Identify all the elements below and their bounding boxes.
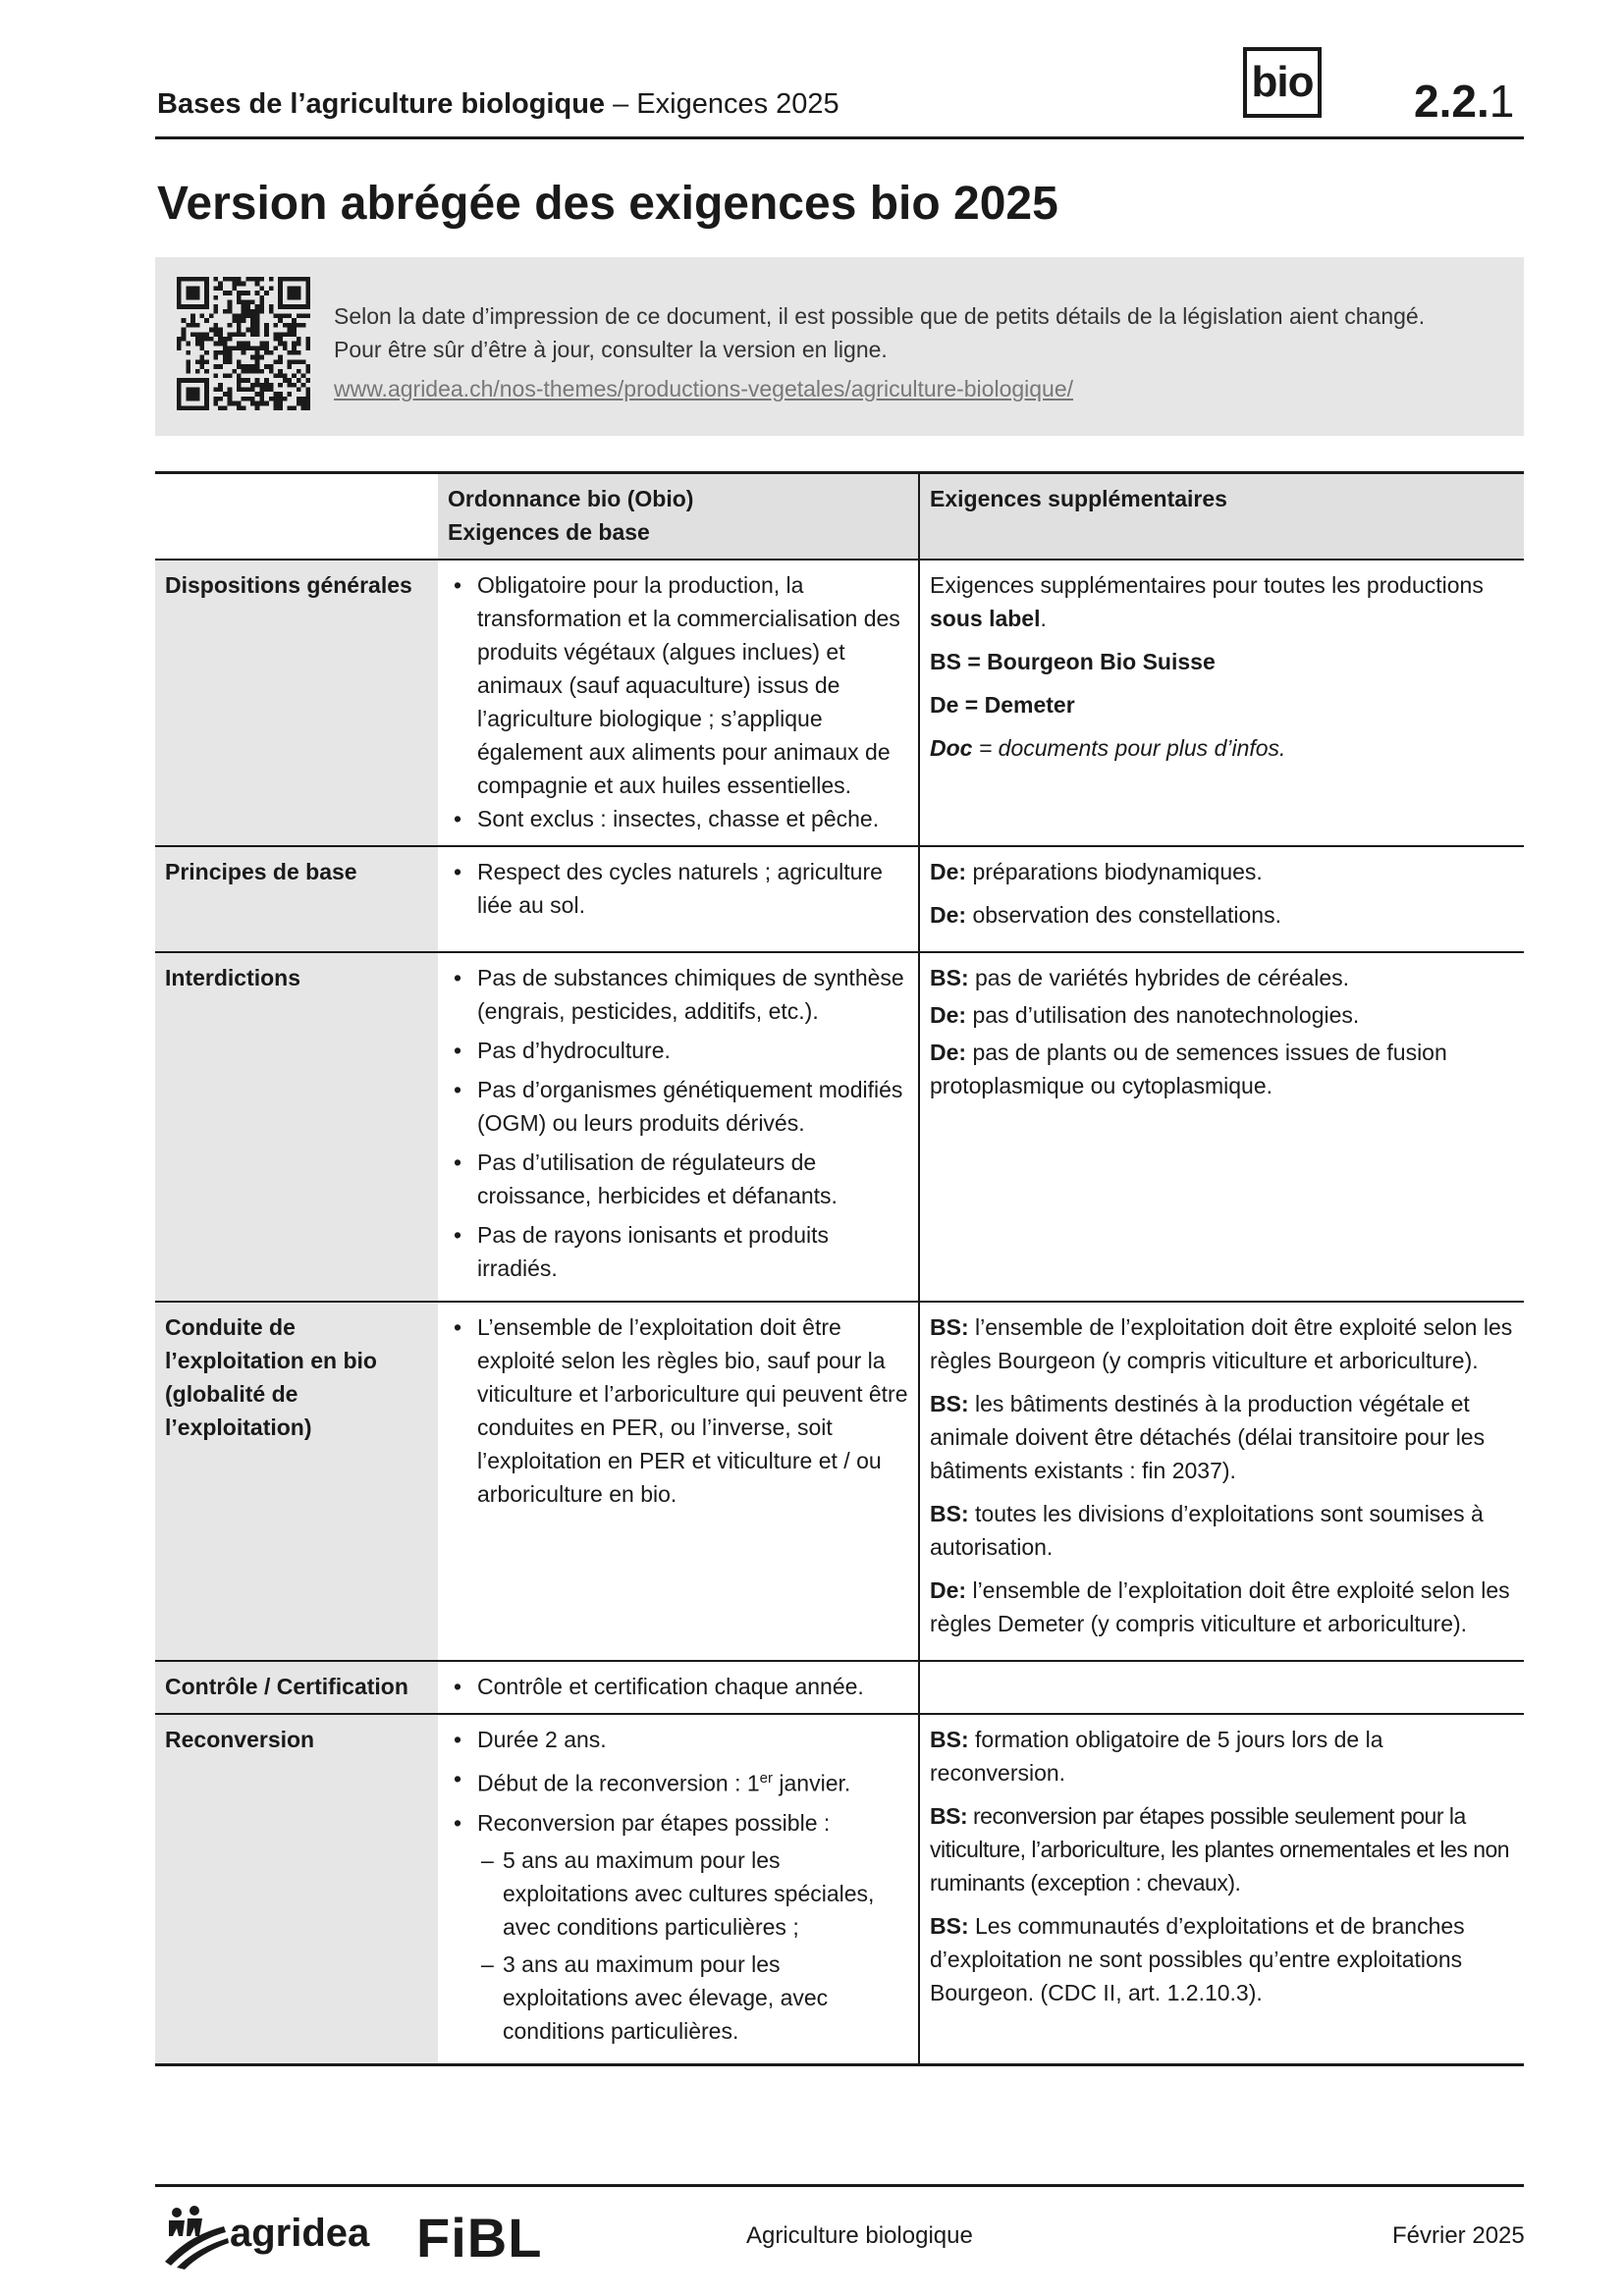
page-number-sub: 1 xyxy=(1489,76,1515,127)
table-row xyxy=(155,846,1524,952)
row-label: Conduite de l’exploitation en bio (globalité de l’exploitation) xyxy=(155,1302,438,1661)
requirements-table xyxy=(155,471,1524,2066)
extra-text: formation obligatoire de 5 jours lors de la reconversion. xyxy=(930,1727,1383,1786)
page-number-main: 2.2. xyxy=(1414,76,1489,127)
agridea-people-icon xyxy=(165,2206,229,2269)
footer-center-text: Agriculture biologique xyxy=(746,2222,973,2249)
extra-text: observation des constellations. xyxy=(966,902,1281,928)
extra-item xyxy=(930,1909,1514,2009)
doc-definition-text: = documents pour plus d’infos. xyxy=(972,735,1286,761)
header-base-line1: Ordonnance bio (Obio) xyxy=(448,486,694,511)
extra-tag: BS: xyxy=(930,1391,969,1416)
extra-item xyxy=(930,855,1514,888)
row-label: Interdictions xyxy=(155,952,438,1302)
base-requirements-cell xyxy=(438,1714,919,2064)
bs-definition xyxy=(930,645,1514,678)
extra-tag: BS: xyxy=(930,965,969,990)
footer-rule xyxy=(155,2184,1524,2187)
extra-intro-bold: sous label xyxy=(930,606,1041,631)
list-item: • Sont exclus : insectes, chasse et pêche. xyxy=(477,802,908,835)
list-item: • Pas d’organismes génétiquement modifiés (OGM) ou leurs produits dérivés. xyxy=(477,1073,908,1140)
doc-word: Doc xyxy=(930,735,973,761)
extra-item xyxy=(930,1574,1514,1640)
extra-intro-text: Exigences supplémentaires pour toutes les productions xyxy=(930,572,1484,598)
extra-item xyxy=(930,961,1514,994)
steps-text: Reconversion par étapes possible : xyxy=(477,1809,831,1836)
de-definition xyxy=(930,688,1514,721)
extra-text: pas de plants ou de semences issues de fusion protoplasmique ou cytoplasmique. xyxy=(930,1040,1447,1098)
extra-text: Les communautés d’exploitations et de branches d’exploitation ne sont possibles qu’entre exploitations Bourgeon. (CDC II, art. 1.2.10.3). xyxy=(930,1913,1465,2005)
agridea-logo xyxy=(163,2203,381,2269)
sub-list-item: – 5 ans au maximum pour les exploitations avec cultures spéciales, avec conditions particulières ; xyxy=(503,1843,908,1944)
header-cell-empty xyxy=(155,473,438,561)
extra-intro xyxy=(930,568,1514,635)
page-title: Version abrégée des exigences bio 2025 xyxy=(157,178,1058,230)
extra-tag: BS: xyxy=(930,1727,969,1752)
table-header-row xyxy=(155,473,1524,561)
agridea-logo-text: agridea xyxy=(230,2212,370,2255)
extra-item xyxy=(930,1799,1514,1899)
info-line-1: Selon la date d’impression de ce document, il est possible que de petits détails de la législation aient changé. xyxy=(334,303,1426,329)
header-base-line2: Exigences de base xyxy=(448,519,650,545)
list-item: • Respect des cycles naturels ; agriculture liée au sol. xyxy=(477,855,908,922)
extra-tag: De: xyxy=(930,859,967,884)
extra-text: toutes les divisions d’exploitations sont soumises à autorisation. xyxy=(930,1501,1484,1560)
extra-text: préparations biodynamiques. xyxy=(966,859,1263,884)
list-item: • L’ensemble de l’exploitation doit être exploité selon les règles bio, sauf pour la viticulture et l’arboriculture qui peuvent être conduites en PER, ou l’inverse, soit l’exploitation en PER et viticulture et / ou arboriculture en bio. xyxy=(477,1310,908,1511)
extra-tag: De: xyxy=(930,1002,967,1028)
header-rule xyxy=(155,136,1524,139)
row-label: Reconversion xyxy=(155,1714,438,2064)
table-row xyxy=(155,1714,1524,2064)
list-item: • Contrôle et certification chaque année. xyxy=(477,1670,908,1703)
header-cell-extra: Exigences supplémentaires xyxy=(919,473,1524,561)
list-item: • Obligatoire pour la production, la transformation et la commercialisation des produits végétaux (algues inclues) et animaux (sauf aquaculture) issus de l’agriculture biologique ; s’applique également aux aliments pour animaux de compagnie et aux huiles essentielles. xyxy=(477,568,908,802)
fibl-logo: FiBL xyxy=(416,2207,543,2269)
table-row xyxy=(155,1302,1524,1661)
row-label: Contrôle / Certification xyxy=(155,1661,438,1714)
extra-requirements-cell xyxy=(919,1661,1524,1714)
base-requirements-cell xyxy=(438,1661,919,1714)
list-item: • Pas d’hydroculture. xyxy=(477,1034,908,1067)
extra-item xyxy=(930,1723,1514,1789)
extra-intro-end: . xyxy=(1040,606,1047,631)
extra-item xyxy=(930,998,1514,1032)
extra-tag: BS: xyxy=(930,1913,969,1939)
extra-tag: De: xyxy=(930,902,967,928)
base-requirements-cell xyxy=(438,846,919,952)
extra-tag: De: xyxy=(930,1577,967,1603)
qr-modules xyxy=(177,277,310,410)
info-text xyxy=(334,299,1425,405)
header-title xyxy=(157,88,839,121)
list-item: • Pas de substances chimiques de synthèse (engrais, pesticides, additifs, etc.). xyxy=(477,961,908,1028)
extra-requirements-cell xyxy=(919,952,1524,1302)
qr-code-icon[interactable] xyxy=(177,277,310,410)
page-number xyxy=(1414,75,1514,128)
header-cell-base xyxy=(438,473,919,561)
start-end-text: janvier. xyxy=(773,1770,851,1796)
start-superscript: er xyxy=(759,1770,774,1787)
list-item: • Pas d’utilisation de régulateurs de croissance, herbicides et défanants. xyxy=(477,1146,908,1212)
header-title-rest: – Exigences 2025 xyxy=(605,88,839,120)
extra-item xyxy=(930,1387,1514,1487)
list-item xyxy=(477,1806,908,2048)
extra-tag: BS: xyxy=(930,1501,969,1526)
extra-tag: De: xyxy=(930,1040,967,1065)
extra-tag: BS: xyxy=(930,1803,968,1829)
extra-item xyxy=(930,898,1514,932)
extra-requirements-cell xyxy=(919,1302,1524,1661)
sub-list-item: – 3 ans au maximum pour les exploitations avec élevage, avec conditions particulières. xyxy=(503,1948,908,2048)
list-item: • Durée 2 ans. xyxy=(477,1723,908,1756)
extra-tag: BS: xyxy=(930,1314,969,1340)
start-text: Début de la reconversion : 1 xyxy=(477,1770,760,1796)
extra-item xyxy=(930,1310,1514,1377)
row-label: Dispositions générales xyxy=(155,560,438,846)
bio-logo: bio xyxy=(1243,47,1322,118)
extra-requirements-cell xyxy=(919,560,1524,846)
extra-text: l’ensemble de l’exploitation doit être exploité selon les règles Demeter (y compris viticulture et arboriculture). xyxy=(930,1577,1510,1636)
extra-text: pas de variétés hybrides de céréales. xyxy=(968,965,1350,990)
doc-definition xyxy=(930,731,1514,765)
bs-definition-text: BS = Bourgeon Bio Suisse xyxy=(930,649,1216,674)
table-row xyxy=(155,1661,1524,1714)
base-requirements-cell xyxy=(438,952,919,1302)
footer-date: Février 2025 xyxy=(1392,2222,1525,2249)
list-item xyxy=(477,1762,908,1800)
list-item: • Pas de rayons ionisants et produits irradiés. xyxy=(477,1218,908,1285)
extra-item xyxy=(930,1036,1514,1102)
info-link[interactable]: www.agridea.ch/nos-themes/productions-vegetales/agriculture-biologique/ xyxy=(334,376,1074,401)
de-definition-text: De = Demeter xyxy=(930,692,1075,718)
table-row xyxy=(155,952,1524,1302)
base-requirements-cell xyxy=(438,1302,919,1661)
extra-text: les bâtiments destinés à la production végétale et animale doivent être détachés (délai transitoire pour les bâtiments existants : fin 2037). xyxy=(930,1391,1486,1483)
extra-text: l’ensemble de l’exploitation doit être exploité selon les règles Bourgeon (y compris viticulture et arboriculture). xyxy=(930,1314,1513,1373)
table-row xyxy=(155,560,1524,846)
extra-requirements-cell xyxy=(919,1714,1524,2064)
row-label: Principes de base xyxy=(155,846,438,952)
base-requirements-cell xyxy=(438,560,919,846)
extra-text: reconversion par étapes possible seulement pour la viticulture, l’arboriculture, les plantes ornementales et les non ruminants (exception : chevaux). xyxy=(930,1803,1510,1896)
info-line-2: Pour être sûr d’être à jour, consulter la version en ligne. xyxy=(334,337,888,362)
extra-text: pas d’utilisation des nanotechnologies. xyxy=(966,1002,1360,1028)
extra-item xyxy=(930,1497,1514,1564)
extra-requirements-cell xyxy=(919,846,1524,952)
header-title-bold: Bases de l’agriculture biologique xyxy=(157,88,606,120)
